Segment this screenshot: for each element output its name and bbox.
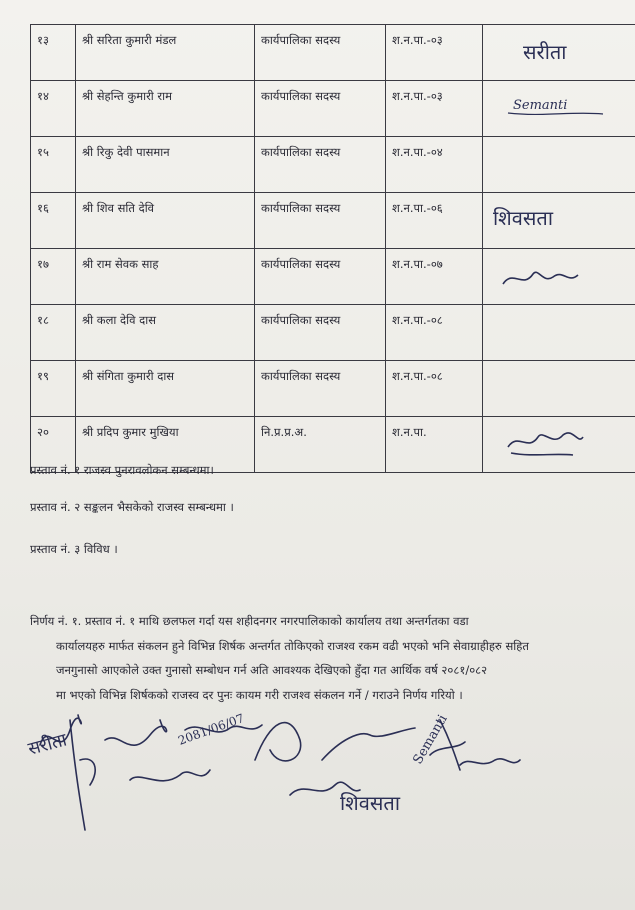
serial-number: १४	[31, 81, 76, 137]
member-name: श्री सरिता कुमारी मंडल	[76, 25, 255, 81]
signature-mark	[483, 417, 631, 465]
signature-scribble	[130, 770, 210, 781]
signature-cell	[483, 305, 635, 361]
signature-text: शिवसता	[493, 206, 553, 230]
member-name: श्री राम सेवक साह	[76, 249, 255, 305]
member-name: श्री सेहन्ति कुमारी राम	[76, 81, 255, 137]
signature-text: सरीता	[523, 40, 567, 64]
member-name: श्री रिकु देवी पासमान	[76, 137, 255, 193]
member-role: कार्यपालिका सदस्य	[255, 305, 386, 361]
decision-line-1: निर्णय नं. १. प्रस्ताव नं. १ माथि छलफल गर्दा यस शहीदनगर नगरपालिकाको कार्यालय तथा अन्तर्गतका वडा	[30, 614, 469, 628]
proposal-1: प्रस्ताव नं. १ राजस्व पुनरावलोकन सम्बन्धमा।	[30, 463, 214, 477]
handwritten-name: सरीता	[25, 729, 70, 760]
signature-scribble	[322, 728, 415, 760]
signature-mark	[483, 81, 631, 129]
member-row	[31, 193, 635, 249]
member-ward: श.न.पा.-०३	[386, 25, 483, 81]
decision-line-2: कार्यालयहरु मार्फत संकलन हुने विभिन्न शिर्षक अन्तर्गत तोकिएको राजश्व रकम वढी भएको भनि सेवाग्राहीहरु सहित	[56, 639, 529, 653]
signature-mark	[483, 249, 631, 297]
signature-scribble	[255, 723, 301, 761]
member-row	[31, 305, 635, 361]
member-name: श्री शिव सति देवि	[76, 193, 255, 249]
member-role: कार्यपालिका सदस्य	[255, 249, 386, 305]
signature-scribble	[70, 720, 95, 830]
decision-line-3: जनगुनासो आएकोले उक्त गुनासो सम्बोधन गर्न अति आवश्यक देखिएको हुँदा गत आर्थिक वर्ष २०८१/०८२	[56, 663, 488, 677]
serial-number: १७	[31, 249, 76, 305]
signature-cell	[483, 25, 635, 81]
member-ward: श.न.पा.-०६	[386, 193, 483, 249]
signature-scribble	[460, 759, 520, 765]
signature-mark	[483, 25, 631, 73]
member-role: कार्यपालिका सदस्य	[255, 361, 386, 417]
signature-cell	[483, 193, 635, 249]
signature-cell	[483, 137, 635, 193]
member-name: श्री संगिता कुमारी दास	[76, 361, 255, 417]
proposal-2: प्रस्ताव नं. २ सङ्कलन भैसकेको राजस्व सम्बन्धमा ।	[30, 500, 234, 514]
serial-number: १८	[31, 305, 76, 361]
member-row	[31, 249, 635, 305]
decision-line-4: मा भएको विभिन्न शिर्षकको राजस्व दर पुनः कायम गरी राजश्व संकलन गर्ने / गराउने निर्णय गरियो ।	[56, 688, 463, 702]
signature-scribble	[105, 720, 167, 745]
member-role: कार्यपालिका सदस्य	[255, 193, 386, 249]
signature-cell	[483, 249, 635, 305]
signature-mark	[483, 193, 631, 241]
member-row	[31, 137, 635, 193]
member-role: कार्यपालिका सदस्य	[255, 137, 386, 193]
serial-number: १९	[31, 361, 76, 417]
attendance-table	[30, 24, 635, 473]
signature-cell	[483, 417, 635, 473]
member-ward: श.न.पा.-०४	[386, 137, 483, 193]
serial-number: १६	[31, 193, 76, 249]
member-name: श्री प्रदिप कुमार मुखिया	[76, 417, 255, 473]
member-name: श्री कला देवि दास	[76, 305, 255, 361]
member-ward: श.न.पा.-०७	[386, 249, 483, 305]
signature-cell	[483, 361, 635, 417]
member-ward: श.न.पा.	[386, 417, 483, 473]
member-role: कार्यपालिका सदस्य	[255, 25, 386, 81]
member-row	[31, 81, 635, 137]
signature-text: Semanti	[513, 98, 568, 113]
handwritten-date: 2081/06/07	[176, 711, 247, 748]
member-role: नि.प्र.प्र.अ.	[255, 417, 386, 473]
member-row	[31, 25, 635, 81]
signature-cell	[483, 81, 635, 137]
proposal-3: प्रस्ताव नं. ३ विविध ।	[30, 542, 118, 556]
serial-number: २०	[31, 417, 76, 473]
handwritten-name: शिवसता	[340, 791, 400, 815]
member-row	[31, 361, 635, 417]
member-ward: श.न.पा.-०८	[386, 305, 483, 361]
member-role: कार्यपालिका सदस्य	[255, 81, 386, 137]
handwritten-name: Semanti	[410, 712, 451, 767]
serial-number: १३	[31, 25, 76, 81]
member-ward: श.न.पा.-०३	[386, 81, 483, 137]
serial-number: १५	[31, 137, 76, 193]
signatures-cluster	[0, 700, 635, 910]
member-ward: श.न.पा.-०८	[386, 361, 483, 417]
